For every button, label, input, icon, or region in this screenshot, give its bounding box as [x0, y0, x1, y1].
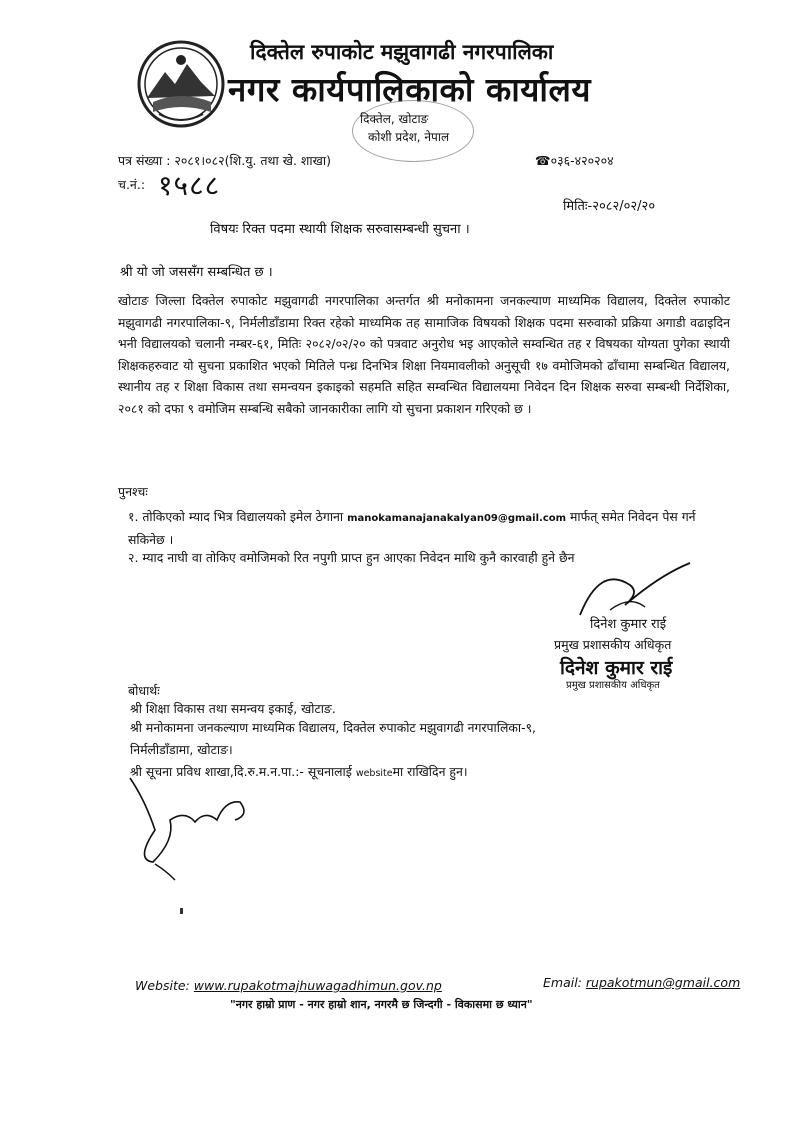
website-label: Website:	[135, 978, 190, 993]
letter-date: मितिः-२०८२/०२/२०	[563, 199, 656, 214]
punashcha-item-2: २. म्याद नाघी वा तोकिए वमोजिमको रित नपुगी प्राप्त हुन आएका निवेदन माथि कुनै कारवाही हुने छैन	[128, 550, 575, 565]
cc-item: श्री मनोकामना जनकल्याण माध्यमिक विद्यालय, दिक्तेल रुपाकोट मझुवागढी नगरपालिका-९,	[130, 720, 536, 735]
name-stamp: दिनेश कुमार राई	[560, 657, 673, 679]
chalani-number: १५८८	[158, 169, 221, 202]
stamp-address-line1: दिक्तेल, खोटाङ	[360, 112, 429, 126]
stamp-address-line2: कोशी प्रदेश, नेपाल	[368, 130, 450, 144]
name-stamp-title: प्रमुख प्रशासकीय अधिकृत	[566, 680, 660, 691]
cc4-before: श्री सूचना प्रविध शाखा,दि.रु.म.न.पा.:- सूचनालाई	[130, 764, 352, 779]
footer-email	[543, 975, 740, 990]
punashcha-item-1	[128, 506, 733, 550]
cc-item: श्री शिक्षा विकास तथा समन्वय इकाई, खोटाङ.	[130, 701, 336, 716]
cc4-after: मा राखिदिन हुन।	[392, 764, 468, 779]
school-email: manokamanajanakalyan09@gmail.com	[347, 513, 567, 524]
bodharth-label: बोधार्थः	[128, 683, 160, 698]
salutation: श्री यो जो जससँग सम्बन्धित छ ।	[120, 265, 273, 280]
reference-number: पत्र संख्या : २०८१।०८२(शि.यु. तथा खे. शाखा)	[118, 153, 331, 168]
footer-website	[135, 978, 442, 993]
item1-text-before: १. तोकिएको म्याद भित्र विद्यालयको इमेल ठेगाना	[128, 509, 344, 524]
signer-name: दिनेश कुमार राई	[590, 617, 667, 632]
ink-mark	[180, 908, 183, 914]
office-name: नगर कार्यपालिकाको कार्यालय	[228, 70, 591, 109]
subject-line: विषयः रिक्त पदमा स्थायी शिक्षक सरुवासम्बन्धी सुचना ।	[210, 222, 470, 237]
cc4-website-word: website	[355, 768, 393, 779]
municipality-logo	[135, 38, 227, 130]
org-name: दिक्तेल रुपाकोट मझुवागढी नगरपालिका	[250, 40, 554, 64]
email-label: Email:	[543, 975, 582, 990]
website-link[interactable]: www.rupakotmajhuwagadhimun.gov.np	[193, 978, 442, 993]
cc-item: निर्मलीडाँडामा, खोटाङ।	[130, 742, 233, 757]
email-link[interactable]: rupakotmun@gmail.com	[585, 975, 741, 990]
signer-title: प्रमुख प्रशासकीय अधिकृत	[554, 637, 672, 652]
signature-initials	[125, 770, 265, 890]
chalani-label: च.नं.:	[118, 177, 146, 192]
footer-motto: "नगर हाम्रो प्राण - नगर हाम्रो शान, नगरमै छ जिन्दगी - विकासमा छ ध्यान"	[230, 998, 533, 1011]
body-paragraph: खोटाङ जिल्ला दिक्तेल रुपाकोट मझुवागढी नगरपालिका अन्तर्गत श्री मनोकामना जनकल्याण माध्यमिक विद्यालय, दिक्तेल रुपाकोट मझुवागढी नगरपालिका-९, निर्मलीडाँडामा रिक्त रहेको माध्यमिक तह सामाजिक विषयको शिक्षक पदमा सरुवाको प्रक्रिया अगाडी वढाइदिन भनी विद्यालयको चलानी नम्बर-६१, मितिः २०८२/०२/२० को पत्रवाट अनुरोध भइ आएकोले सम्वन्धित तह र विषयका योग्यता पुगेका स्थायी शिक्षकहरुवाट यो सुचना प्रकाशित भएको मितिले पन्ध्र दिनभित्र शिक्षा नियमावलीको अनुसूची १७ वमोजिमको ढाँचामा सम्बन्धित विद्यालय, स्थानीय तह र शिक्षा विकास तथा समन्वयन इकाइको सहमति सहित सम्वन्धित विद्यालयमा निवेदन दिन शिक्षक सरुवा सम्बन्धी निर्देशिका, २०८१ को दफा ९ वमोजिम सम्बन्धि सबैको जानकारीका लागि यो सुचना प्रकाशन गरिएको छ ।	[118, 293, 730, 416]
item1-text-after: मार्फत् समेत निवेदन पेस गर्न सकिनेछ ।	[128, 509, 696, 547]
phone-number: ☎०३६-४२०२०४	[535, 153, 614, 168]
punashcha-label: पुनश्चः	[118, 484, 148, 499]
